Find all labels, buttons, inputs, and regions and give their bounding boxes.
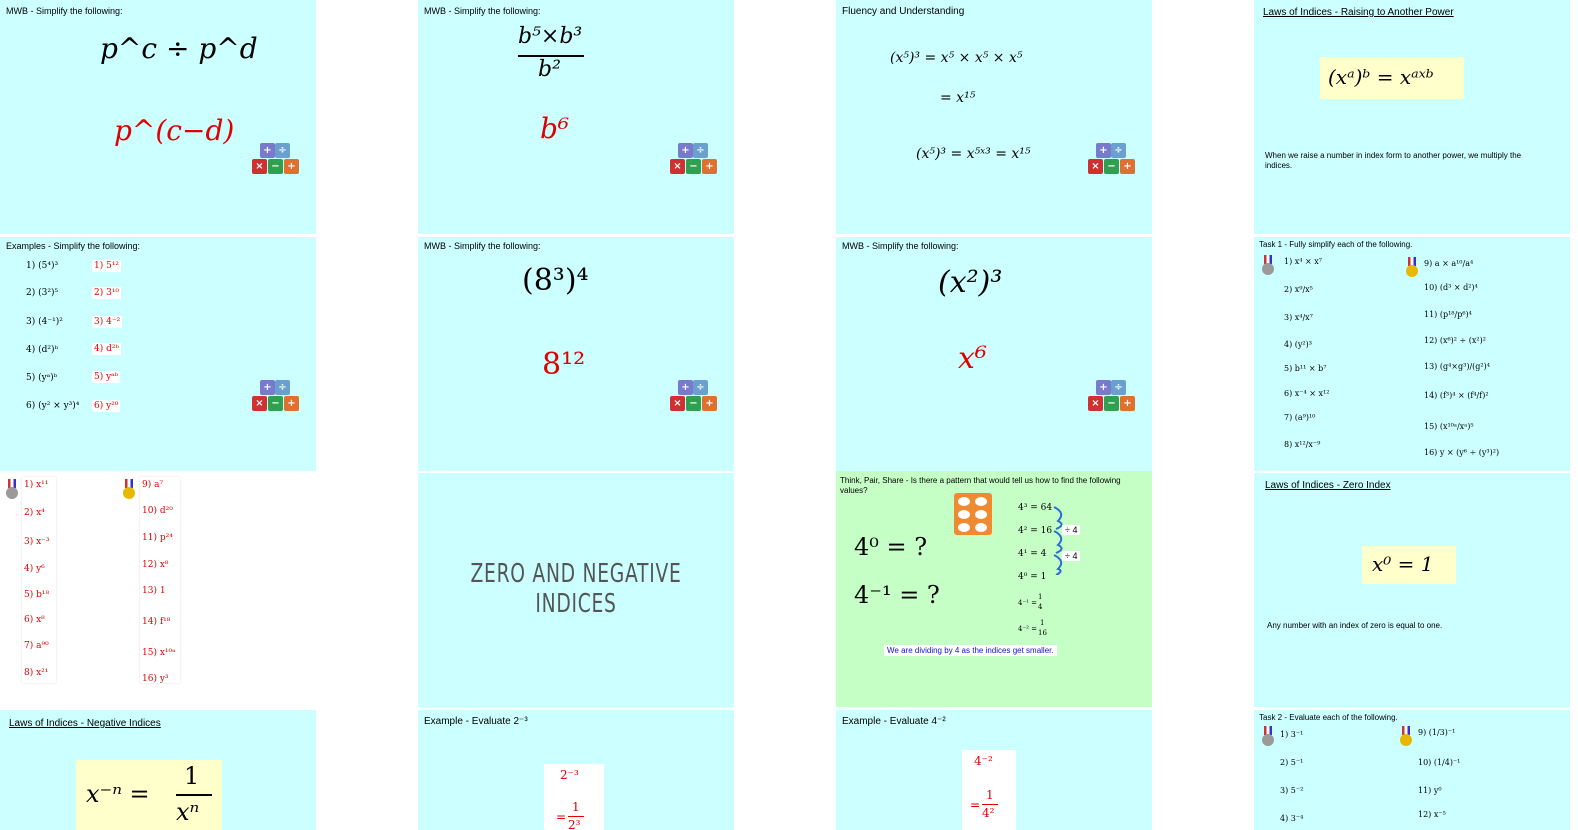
rule-box bbox=[76, 760, 222, 830]
example-numerator: 1 bbox=[986, 788, 994, 802]
rule-denominator: xⁿ bbox=[176, 798, 200, 826]
task1-q10: 10) (d³ × d²)⁴ bbox=[1424, 283, 1478, 292]
silver-medal-icon bbox=[1262, 726, 1274, 748]
fluency-line-2: = x¹⁵ bbox=[940, 90, 976, 106]
slide-heading: Example - Evaluate 2⁻³ bbox=[424, 716, 528, 727]
task1-q7: 7) (a⁹)¹⁰ bbox=[1284, 413, 1316, 422]
slide-mwb-fraction bbox=[418, 0, 734, 234]
task2-q9: 9) (1/3)⁻¹ bbox=[1418, 728, 1456, 737]
answers-list-b bbox=[140, 477, 180, 683]
slide-heading: Think, Pair, Share - Is there a pattern that would tell us how to find the following values? bbox=[840, 476, 1121, 495]
answer-item: 7) a⁹⁰ bbox=[24, 641, 49, 651]
slide-heading: Laws of Indices - Raising to Another Power bbox=[1263, 7, 1454, 18]
slide-heading: MWB - Simplify the following: bbox=[424, 6, 541, 16]
math-blocks-icon: + ÷ × − + bbox=[664, 380, 722, 414]
pattern-frac-den: 16 bbox=[1038, 629, 1047, 637]
task1-q1: 1) x⁴ × x⁷ bbox=[1284, 257, 1322, 266]
pattern-frac-num: 1 bbox=[1040, 619, 1045, 627]
question-1: 1) (5⁴)³ bbox=[26, 261, 59, 271]
task2-q2: 2) 5⁻¹ bbox=[1280, 758, 1304, 767]
slide-mwb-x-power bbox=[836, 237, 1152, 471]
example-denominator: 2³ bbox=[568, 818, 581, 830]
task2-q10: 10) (1/4)⁻¹ bbox=[1418, 758, 1461, 767]
slide-heading: Example - Evaluate 4⁻² bbox=[842, 716, 946, 727]
answer-item: 9) a⁷ bbox=[142, 480, 164, 490]
math-blocks-icon: + ÷ × − + bbox=[246, 143, 304, 177]
slide-heading: Examples - Simplify the following: bbox=[6, 241, 141, 251]
task1-q16: 16) y × (y⁶ ÷ (y³)²) bbox=[1424, 448, 1500, 457]
task1-q6: 6) x⁻⁴ × x¹² bbox=[1284, 389, 1330, 398]
question-4: 4) (d²)ᵇ bbox=[26, 345, 59, 355]
answer-item: 11) p²⁴ bbox=[142, 533, 173, 543]
fluency-line-3: (x⁵)³ = x⁵ˣ³ = x¹⁵ bbox=[916, 146, 1031, 162]
slide-mwb-power bbox=[418, 237, 734, 471]
pattern-note: We are dividing by 4 as the indices get smaller. bbox=[884, 645, 1057, 656]
task1-q5: 5) b¹¹ × b⁷ bbox=[1284, 364, 1327, 373]
example-line-1: 4⁻² bbox=[974, 754, 993, 768]
task2-q1: 1) 3⁻¹ bbox=[1280, 730, 1304, 739]
answer-item: 12) x⁸ bbox=[142, 560, 169, 570]
answer-item: 16) y³ bbox=[142, 674, 169, 684]
fluency-line-1: (x⁵)³ = x⁵ × x⁵ × x⁵ bbox=[890, 50, 1023, 66]
question-5: 5) (yᵃ)ᵇ bbox=[26, 373, 58, 383]
slide-heading: MWB - Simplify the following: bbox=[6, 6, 123, 16]
answer-item: 1) x¹¹ bbox=[24, 480, 49, 490]
task1-q9: 9) a × a¹⁰/a⁴ bbox=[1424, 259, 1474, 268]
task1-q4: 4) (y²)³ bbox=[1284, 340, 1312, 349]
worked-example-box bbox=[962, 750, 1016, 830]
answer-item: 6) x⁸ bbox=[24, 615, 45, 625]
answer-3: 3) 4⁻² bbox=[94, 317, 121, 327]
rule-box bbox=[1320, 57, 1464, 99]
answer-item: 13) 1 bbox=[142, 586, 166, 596]
rule-expression: (xᵃ)ᵇ = xᵃˣᵇ bbox=[1328, 65, 1434, 89]
question-3: 3) (4⁻¹)² bbox=[26, 317, 63, 327]
question-4-power-minus-1: 4⁻¹ = ? bbox=[854, 581, 940, 609]
task1-q8: 8) x¹²/x⁻⁹ bbox=[1284, 440, 1321, 449]
slide-heading: Task 2 - Evaluate each of the following. bbox=[1259, 713, 1398, 722]
slide-title bbox=[418, 473, 734, 707]
math-blocks-icon: + ÷ × − + bbox=[664, 143, 722, 177]
equals-sign: = bbox=[970, 798, 981, 812]
slide-heading: Laws of Indices - Negative Indices bbox=[9, 718, 161, 729]
task1-q13: 13) (g⁴×g³)/(g²)⁴ bbox=[1424, 362, 1490, 371]
task1-q2: 2) x⁹/x⁵ bbox=[1284, 285, 1313, 294]
question-expression: (8³)⁴ bbox=[522, 263, 589, 298]
pattern-line-2: 4² = 16 bbox=[1018, 526, 1053, 536]
slide-think-pair-share bbox=[836, 471, 1152, 707]
pattern-brace-arrows bbox=[1052, 505, 1068, 575]
column-4 bbox=[1254, 0, 1570, 830]
example-numerator: 1 bbox=[572, 800, 580, 814]
fraction-bar bbox=[176, 794, 212, 796]
question-denominator: b² bbox=[538, 57, 561, 82]
question-expression: (x²)³ bbox=[938, 265, 1003, 300]
rule-numerator: 1 bbox=[184, 762, 200, 790]
question-numerator: b⁵×b³ bbox=[518, 24, 583, 49]
slide-heading: Laws of Indices - Zero Index bbox=[1265, 480, 1391, 491]
pattern-line-4: 4⁰ = 1 bbox=[1018, 572, 1047, 582]
rule-expression: x⁰ = 1 bbox=[1372, 552, 1434, 576]
answer-item: 10) d²⁰ bbox=[142, 506, 173, 516]
column-1 bbox=[0, 0, 316, 830]
fraction-bar bbox=[982, 804, 998, 805]
answer-4: 4) d²ᵇ bbox=[94, 344, 120, 354]
question-4-power-0: 4⁰ = ? bbox=[854, 533, 928, 561]
answer-item: 3) x⁻³ bbox=[24, 537, 50, 547]
pattern-line-3: 4¹ = 4 bbox=[1018, 549, 1047, 559]
answer-expression: x⁶ bbox=[958, 341, 987, 376]
question-6: 6) (y² × y³)⁴ bbox=[26, 401, 80, 411]
task1-q12: 12) (x⁶)² ÷ (x²)² bbox=[1424, 336, 1486, 345]
silver-medal-icon bbox=[1262, 255, 1274, 277]
slide-heading: Fluency and Understanding bbox=[842, 6, 965, 17]
rule-lhs: x⁻ⁿ = bbox=[86, 780, 150, 808]
fraction-bar bbox=[568, 816, 584, 817]
slide-mwb-division bbox=[0, 0, 316, 234]
slide-heading: MWB - Simplify the following: bbox=[842, 241, 959, 251]
pattern-line-6: 4⁻² = bbox=[1018, 625, 1038, 633]
worked-example-box bbox=[544, 764, 604, 830]
answer-item: 8) x²¹ bbox=[24, 668, 49, 678]
slide-example-2 bbox=[418, 710, 734, 830]
slide-fluency bbox=[836, 0, 1152, 234]
pattern-frac-num: 1 bbox=[1038, 593, 1043, 601]
rule-box bbox=[1362, 546, 1456, 584]
answer-expression: 8¹² bbox=[542, 347, 586, 382]
answer-1: 1) 5¹² bbox=[94, 261, 120, 271]
example-line-1: 2⁻³ bbox=[560, 768, 579, 782]
math-blocks-icon: + ÷ × − + bbox=[246, 380, 304, 414]
answers-list-a bbox=[22, 477, 56, 683]
answer-expression: b⁶ bbox=[540, 112, 570, 145]
math-blocks-icon: + ÷ × − + bbox=[1082, 380, 1140, 414]
column-3 bbox=[836, 0, 1152, 830]
task1-q11: 11) (p¹⁸/p⁶)⁴ bbox=[1424, 310, 1472, 319]
pattern-line-5: 4⁻¹ = bbox=[1018, 599, 1038, 607]
slide-zero-index bbox=[1254, 473, 1570, 707]
answer-item: 15) x¹⁰ᵃ bbox=[142, 648, 176, 658]
slide-heading: Task 1 - Fully simplify each of the following. bbox=[1259, 240, 1413, 249]
divide-label-1: ÷ 4 bbox=[1062, 525, 1080, 535]
answer-item: 5) b¹⁸ bbox=[24, 590, 50, 600]
task1-q15: 15) (x¹⁰ᵃ/xᵃ)⁵ bbox=[1424, 422, 1474, 431]
answer-5: 5) yᵃᵇ bbox=[94, 372, 119, 382]
gold-medal-icon bbox=[1400, 726, 1412, 748]
answer-item: 14) f¹⁸ bbox=[142, 617, 171, 627]
slide-task-1 bbox=[1254, 237, 1570, 471]
rule-note: When we raise a number in index form to another power, we multiply the indices. bbox=[1265, 151, 1522, 170]
gold-medal-icon bbox=[123, 479, 135, 501]
answer-6: 6) y²⁰ bbox=[94, 401, 119, 411]
pattern-line-1: 4³ = 64 bbox=[1018, 503, 1053, 513]
slide-task-answers bbox=[0, 473, 316, 707]
slide-task-2 bbox=[1254, 710, 1570, 830]
math-blocks-icon: + ÷ × − + bbox=[1082, 143, 1140, 177]
answer-item: 2) x⁴ bbox=[24, 508, 45, 518]
task1-q3: 3) x⁴/x⁷ bbox=[1284, 313, 1313, 322]
slide-negative-indices bbox=[0, 710, 316, 830]
task2-q4: 4) 3⁻⁴ bbox=[1280, 814, 1304, 823]
task2-q12: 12) x⁻⁵ bbox=[1418, 810, 1446, 819]
slide-examples bbox=[0, 237, 316, 471]
section-title: ZERO AND NEGATIVE INDICES bbox=[470, 559, 682, 619]
column-2 bbox=[418, 0, 734, 830]
answer-item: 4) y⁶ bbox=[24, 564, 45, 574]
answer-2: 2) 3¹⁰ bbox=[94, 288, 120, 298]
silver-medal-icon bbox=[6, 479, 18, 501]
slide-example-4 bbox=[836, 710, 1152, 830]
task2-q11: 11) y⁰ bbox=[1418, 786, 1442, 795]
example-denominator: 4² bbox=[982, 806, 995, 820]
question-expression: p^c ÷ p^d bbox=[100, 32, 258, 65]
divide-label-2: ÷ 4 bbox=[1062, 551, 1080, 561]
gold-medal-icon bbox=[1406, 257, 1418, 279]
task2-q3: 3) 5⁻² bbox=[1280, 786, 1304, 795]
thinking-heads-icon bbox=[954, 493, 992, 535]
task1-q14: 14) (f³)⁴ × (f⁴/f)² bbox=[1424, 391, 1489, 400]
rule-note: Any number with an index of zero is equal to one. bbox=[1267, 621, 1443, 630]
slide-power-law bbox=[1254, 0, 1570, 234]
pattern-frac-den: 4 bbox=[1038, 603, 1043, 611]
answer-expression: p^(c−d) bbox=[114, 114, 235, 147]
slide-heading: MWB - Simplify the following: bbox=[424, 241, 541, 251]
question-2: 2) (3²)⁵ bbox=[26, 288, 59, 298]
equals-sign: = bbox=[556, 810, 567, 824]
